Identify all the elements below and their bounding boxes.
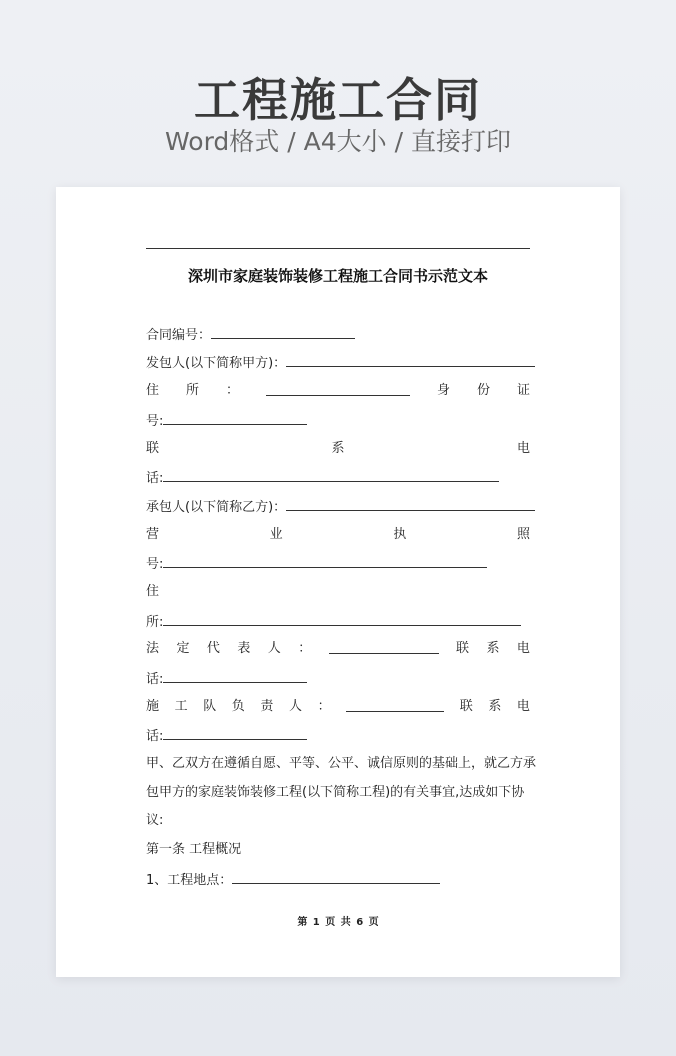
legal-rep-line [146,639,530,659]
legal-phone-line [146,668,530,688]
phone-blank [163,467,499,482]
team-contact-char: 系 [488,699,502,714]
address-b-char: 住 [146,584,160,599]
legal-phone-label: 话: [146,672,164,687]
license-char: 执 [393,527,407,542]
phone-label: 话: [146,471,164,486]
contact-char: 电 [516,441,530,456]
phone-line [146,467,530,487]
address-char: 住 [146,383,160,398]
party-a-blank [286,352,535,367]
id-char: 身 [436,383,450,398]
contact-line [146,439,530,459]
id-char: 证 [516,383,530,398]
team-lead-char: ： [317,699,331,714]
party-a-line [146,352,530,372]
id-number-line [146,410,530,430]
team-phone-label: 话: [146,729,164,744]
hero-subtitle: Word格式 / A4大小 / 直接打印 [165,127,511,156]
team-contact-char: 联 [459,699,473,714]
team-lead-char: 施 [146,699,160,714]
legal-rep-char: 表 [237,641,251,656]
team-lead-blank [346,697,444,712]
team-lead-char: 人 [288,699,302,714]
document-title: 深圳市家庭装饰装修工程施工合同书示范文本 [187,267,488,285]
hero-title: 工程施工合同 [194,73,482,127]
address-char: 所 [186,383,200,398]
legal-rep-char: 定 [176,641,190,656]
project-location-line [146,869,530,889]
license-line [146,525,530,545]
id-char: 份 [476,383,490,398]
license-number-line [146,553,530,573]
party-b-label: 承包人(以下简称乙方)： [146,500,287,515]
address-b-label: 所: [146,615,164,630]
license-char: 照 [516,527,530,542]
team-lead-char: 工 [174,699,188,714]
project-location-label: 1、工程地点： [146,873,233,888]
paragraph-line: 包甲方的家庭装饰装修工程(以下简称工程)的有关事宜,达成如下协 [146,785,525,800]
legal-contact-char: 电 [516,641,530,656]
address-b-blank [163,611,521,626]
address-id-line [146,381,530,401]
legal-rep-char: 法 [146,641,160,656]
legal-rep-char: 人 [267,641,281,656]
article-1-heading: 第一条 工程概况 [146,842,242,857]
address-char: ： [226,383,240,398]
page-footer: 第 1 页 共 6 页 [297,917,379,928]
project-location-blank [232,869,440,884]
license-number-label: 号: [146,557,164,572]
team-lead-char: 负 [231,699,245,714]
document-page [56,187,620,977]
id-number-label: 号: [146,414,164,429]
legal-contact-char: 联 [456,641,470,656]
team-phone-line [146,725,530,745]
license-char: 业 [269,527,283,542]
license-number-blank [163,553,487,568]
team-contact-char: 电 [516,699,530,714]
party-b-blank [286,496,535,511]
party-b-line [146,496,530,516]
legal-rep-blank [329,639,439,654]
contact-char: 联 [146,441,160,456]
legal-phone-blank [163,668,307,683]
id-number-blank [163,410,307,425]
contract-number-line [146,324,530,344]
license-char: 营 [146,527,160,542]
legal-contact-char: 系 [486,641,500,656]
contract-number-label: 合同编号： [146,328,212,343]
team-lead-char: 责 [260,699,274,714]
header-rule [146,248,530,249]
address-b-line [146,582,530,602]
party-a-label: 发包人(以下简称甲方)： [146,356,287,371]
legal-rep-char: ： [298,641,312,656]
paragraph-line: 甲、乙双方在遵循自愿、平等、公平、诚信原则的基础上，就乙方承 [146,756,537,771]
team-lead-char: 队 [203,699,217,714]
contact-char: 系 [331,441,345,456]
team-phone-blank [163,725,307,740]
address-b-line-2 [146,611,530,631]
legal-rep-char: 代 [206,641,220,656]
team-lead-line [146,697,530,717]
paragraph-line: 议: [146,813,164,828]
contract-number-blank [211,324,355,339]
address-blank [266,381,410,396]
